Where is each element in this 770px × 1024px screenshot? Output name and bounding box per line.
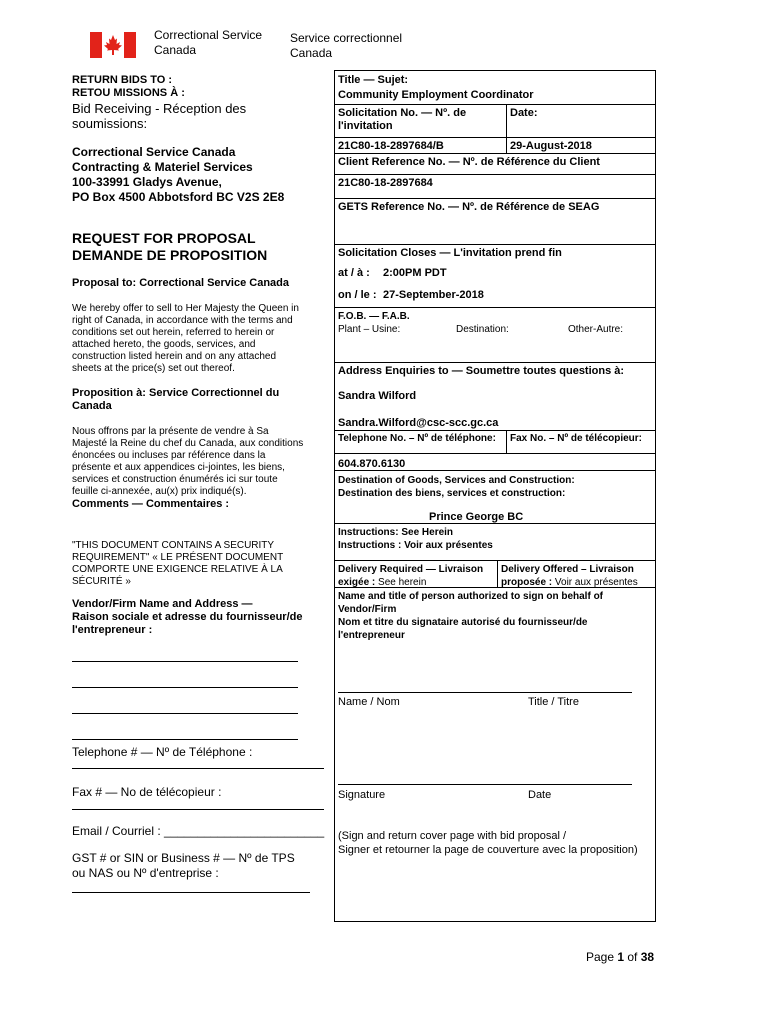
authorized-label: Name and title of person authorized to sign on behalf of Vendor/Firm Nom et titre du signataire autorisé du fournisseur/de l'entrepreneur (338, 591, 604, 641)
destination-label: Destination: (456, 324, 509, 335)
instructions: Instructions: See Herein Instructions : Voir aux présentes (338, 527, 493, 551)
client-ref-value: 21C80-18-2897684 (338, 177, 433, 189)
proposition-fr: Proposition à: Service Correctionnel du Canada (72, 387, 280, 412)
solicitation-info-box (334, 70, 656, 922)
comments-label: Comments — Commentaires : (72, 498, 230, 510)
canada-flag-logo (90, 32, 136, 58)
vendor-label: Vendor/Firm Name and Address — Raison sociale et adresse du fournisseur/de l'entrepreneur : (72, 598, 303, 636)
at-label: at / à : (338, 267, 370, 279)
bid-receiving-label: Bid Receiving - Réception des soumissions: (72, 101, 247, 131)
plant-label: Plant – Usine: (338, 324, 401, 335)
return-bids-label: RETURN BIDS TO : RETOU MISSIONS À : (72, 74, 185, 99)
delivery-required (338, 563, 483, 589)
fax-no-label: Fax No. – Nº de télécopieur: (510, 433, 643, 444)
date-value: 29-August-2018 (510, 140, 592, 152)
delivery-required-value: See herein (378, 577, 427, 588)
vendor-line-3[interactable] (72, 713, 298, 714)
email-label: Email / Courriel : ________________________ (72, 824, 325, 838)
title-label: Title — Sujet: (338, 74, 409, 86)
page-number (586, 950, 654, 964)
other-label: Other-Autre: (568, 324, 624, 335)
on-value: 27-September-2018 (383, 289, 484, 301)
delivery-required-label: Delivery Required — Livraison exigée : (338, 564, 484, 588)
page-num: 1 (617, 950, 625, 964)
fax-label: Fax # — No de télécopieur : (72, 785, 222, 799)
fob-label: F.O.B. — F.A.B. (338, 311, 410, 322)
gets-label: GETS Reference No. — Nº. de Référence de SEAG (338, 201, 600, 213)
vendor-line-1[interactable] (72, 661, 298, 662)
fax-line[interactable] (72, 809, 324, 810)
org-name-fr: Service correctionnel Canada (290, 31, 403, 60)
signature-line[interactable] (338, 784, 632, 785)
delivery-offered-value: Voir aux présentes (554, 577, 638, 588)
page-prefix: Page (586, 950, 618, 964)
date-sig-label: Date (528, 789, 552, 801)
delivery-offered-label: Delivery Offered – Livraison proposée : (501, 564, 634, 588)
sign-return-note: (Sign and return cover page with bid proposal / Signer et retourner la page de couverture avec la proposition) (338, 830, 638, 856)
page-total: 38 (640, 950, 655, 964)
page-of: of (624, 950, 641, 964)
org-name-en: Correctional Service Canada (154, 28, 263, 57)
signature-label: Signature (338, 789, 386, 801)
name-title-line[interactable] (338, 692, 632, 693)
tel-value: 604.870.6130 (338, 458, 406, 470)
dest-goods-label: Destination of Goods, Services and Construction: Destination des biens, services et construction: (338, 475, 575, 499)
title-value: Community Employment Coordinator (338, 89, 534, 101)
telephone-line[interactable] (72, 768, 324, 769)
vendor-line-2[interactable] (72, 687, 298, 688)
on-label: on / le : (338, 289, 377, 301)
offer-text-en: We hereby offer to sell to Her Majesty the Queen in right of Canada, in accordance with the terms and conditions set out herein, referred to herein or attached hereto, the goods, services, and construction listed herein and on any attached sheets at the price(s) set out thereof. (72, 303, 299, 374)
gst-label: GST # or SIN or Business # — Nº de TPS ou NAS ou Nº d'entreprise : (72, 851, 295, 880)
security-note: "THIS DOCUMENT CONTAINS A SECURITY REQUIREMENT" « LE PRÉSENT DOCUMENT COMPORTE UNE EXIGENCE RELATIVE À LA SÉCURITÉ » (72, 540, 284, 587)
proposal-to: Proposal to: Correctional Service Canada (72, 277, 290, 289)
rfp-title: REQUEST FOR PROPOSAL DEMANDE DE PROPOSITION (72, 230, 268, 263)
dest-goods-value: Prince George BC (429, 511, 524, 523)
name-label: Name / Nom (338, 696, 400, 708)
vendor-line-4[interactable] (72, 739, 298, 740)
closes-label: Solicitation Closes — L'invitation prend fin (338, 247, 562, 259)
client-ref-label: Client Reference No. — Nº. de Référence du Client (338, 156, 600, 168)
solicitation-value: 21C80-18-2897684/B (338, 140, 444, 152)
offer-text-fr: Nous offrons par la présente de vendre à Sa Majesté la Reine du chef du Canada, aux conditions énoncées ou incluses par référence dans la présente et aux appendices ci-jointes, les biens, services et construction énumérés ici sur toute feuille ci-annexée, au(x) prix indiqué(s). (72, 426, 304, 497)
telephone-label: Telephone # — Nº de Téléphone : (72, 745, 253, 759)
date-label: Date: (510, 107, 538, 119)
contact-name: Sandra Wilford (338, 390, 417, 402)
title-title-label: Title / Titre (528, 696, 579, 708)
tel-label: Telephone No. – Nº de téléphone: (338, 433, 496, 444)
gst-line[interactable] (72, 892, 310, 893)
delivery-offered (501, 563, 638, 589)
enquiries-label: Address Enquiries to — Soumettre toutes questions à: (338, 365, 625, 377)
contact-email[interactable]: Sandra.Wilford@csc-scc.gc.ca (338, 417, 499, 429)
at-value: 2:00PM PDT (383, 267, 447, 279)
solicitation-label: Solicitation No. — Nº. de l'invitation (338, 107, 467, 132)
return-address: Correctional Service Canada Contracting & Materiel Services 100-33991 Gladys Avenue, PO Box 4500 Abbotsford BC V2S 2E8 (72, 145, 285, 204)
